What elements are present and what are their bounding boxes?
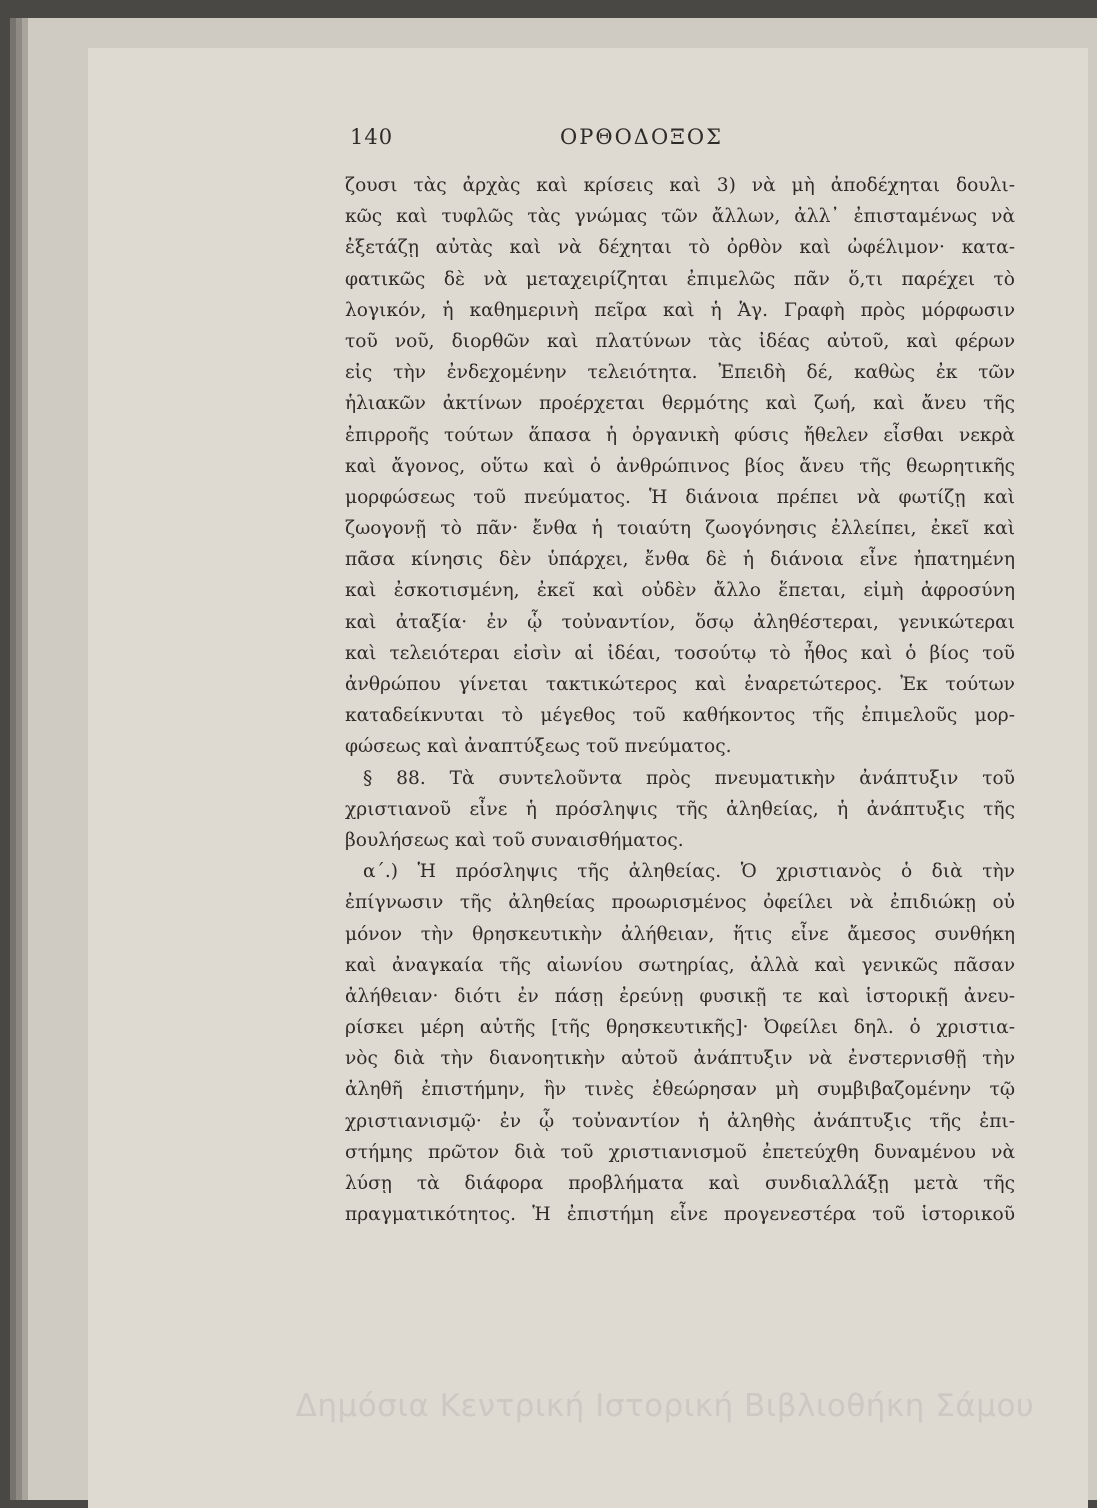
text-line: νὸς διὰ τὴν διανοητικὴν αὐτοῦ ἀνάπτυξιν νὰ ἐνστερνισθῇ τὴν	[345, 1048, 1015, 1070]
text-line: μορφώσεως τοῦ πνεύματος. Ἡ διάνοια πρέπει νὰ φωτίζῃ καὶ	[345, 486, 1015, 508]
text-line: καὶ ἄγονος, οὕτω καὶ ὁ ἀνθρώπινος βίος ἄνευ τῆς θεωρητικῆς	[345, 455, 1015, 477]
text-line: ρίσκει μέρη αὐτῆς [τῆς θρησκευτικῆς]· Ὀφείλει δηλ. ὁ χριστια-	[345, 1017, 1015, 1039]
text-line: τοῦ νοῦ, διορθῶν καὶ πλατύνων τὰς ἰδέας αὐτοῦ, καὶ φέρων	[345, 330, 1015, 352]
text-line: καὶ τελειότεραι εἰσὶν αἱ ἰδέαι, τοσούτῳ τὸ ἦθος καὶ ὁ βίος τοῦ	[345, 642, 1015, 664]
text-line: στήμης πρῶτον διὰ τοῦ χριστιανισμοῦ ἐπετεύχθη δυναμένου νὰ	[345, 1141, 1015, 1163]
text-line: βουλήσεως καὶ τοῦ συναισθήματος.	[345, 829, 684, 851]
text-line: φώσεως καὶ ἀναπτύξεως τοῦ πνεύματος.	[345, 736, 732, 758]
library-watermark: Δημόσια Κεντρική Ιστορική Βιβλιοθήκη Σάμου	[295, 1388, 1035, 1424]
text-line: ζουσι τὰς ἀρχὰς καὶ κρίσεις καὶ 3) νὰ μὴ ἀποδέχηται δουλι-	[345, 175, 1015, 196]
text-line: ἀλήθειαν· διότι ἐν πάσῃ ἐρεύνῃ φυσικῇ τε καὶ ἱστορικῇ ἀνευ-	[345, 985, 1015, 1007]
text-line: φατικῶς δὲ νὰ μεταχειρίζηται ἐπιμελῶς πᾶν ὅ,τι παρέχει τὸ	[345, 268, 1015, 290]
text-line: ζωογονῇ τὸ πᾶν· ἔνθα ἡ τοιαύτη ζωογόνησις ἐλλείπει, ἐκεῖ καὶ	[345, 518, 1015, 540]
text-line: ἐξετάζῃ αὐτὰς καὶ νὰ δέχηται τὸ ὀρθὸν καὶ ὠφέλιμον· κατα-	[345, 237, 1015, 259]
text-line: ἀληθῆ ἐπιστήμην, ἣν τινὲς ἐθεώρησαν μὴ συμβιβαζομένην τῷ	[345, 1079, 1015, 1101]
body-text	[345, 170, 1015, 1230]
text-line: ἐπιρροῆς τούτων ἅπασα ἡ ὀργανικὴ φύσις ἤθελεν εἶσθαι νεκρὰ	[345, 424, 1015, 446]
text-line: λύσῃ τὰ διάφορα προβλήματα καὶ συνδιαλλάξῃ μετὰ τῆς	[345, 1173, 1015, 1194]
text-line: ἡλιακῶν ἀκτίνων προέρχεται θερμότης καὶ ζωή, καὶ ἄνευ τῆς	[345, 393, 1015, 415]
section-heading-line: § 88. Τὰ συντελοῦντα πρὸς πνευματικὴν ἀνάπτυξιν τοῦ	[363, 767, 1015, 789]
text-line: ἐπίγνωσιν τῆς ἀληθείας προωρισμένος ὀφείλει νὰ ἐπιδιώκῃ οὐ	[345, 892, 1015, 914]
text-line: κῶς καὶ τυφλῶς τὰς γνώμας τῶν ἄλλων, ἀλλ᾽ ἐπισταμένως νὰ	[345, 206, 1015, 228]
page-number: 140	[350, 125, 394, 149]
subsection-line: α΄.) Ἡ πρόσληψις τῆς ἀληθείας. Ὁ χριστιανὸς ὁ διὰ τὴν	[363, 861, 1015, 883]
text-line: πραγματικότητος. Ἡ ἐπιστήμη εἶνε προγενεστέρα τοῦ ἱστορικοῦ	[345, 1204, 1015, 1226]
text-line: χριστιανοῦ εἶνε ἡ πρόσληψις τῆς ἀληθείας, ἡ ἀνάπτυξις τῆς	[345, 798, 1015, 820]
text-line: καὶ ἀταξία· ἐν ᾧ τοὐναντίον, ὅσῳ ἀληθέστεραι, γενικώτεραι	[345, 611, 1015, 633]
text-line: πᾶσα κίνησις δὲν ὑπάρχει, ἔνθα δὲ ἡ διάνοια εἶνε ἠπατημένη	[345, 549, 1015, 571]
text-line: χριστιανισμῷ· ἐν ᾧ τοὐναντίον ἡ ἀληθὴς ἀνάπτυξις τῆς ἐπι-	[345, 1110, 1015, 1132]
running-title: ΟΡΘΟΔΟΞΟΣ	[560, 125, 724, 149]
page-header	[350, 125, 1050, 155]
text-line: καταδείκνυται τὸ μέγεθος τοῦ καθήκοντος τῆς ἐπιμελοῦς μορ-	[345, 705, 1015, 727]
text-line: καὶ ἀναγκαία τῆς αἰωνίου σωτηρίας, ἀλλὰ καὶ γενικῶς πᾶσαν	[345, 954, 1015, 976]
text-line: ἀνθρώπου γίνεται τακτικώτερος καὶ ἐναρετώτερος. Ἐκ τούτων	[345, 674, 1015, 695]
text-line: εἰς τὴν ἐνδεχομένην τελειότητα. Ἐπειδὴ δέ, καθὼς ἐκ τῶν	[345, 362, 1015, 384]
text-line: καὶ ἐσκοτισμένη, ἐκεῖ καὶ οὐδὲν ἄλλο ἕπεται, εἰμὴ ἀφροσύνη	[345, 580, 1015, 602]
text-line: λογικόν, ἡ καθημερινὴ πεῖρα καὶ ἡ Ἁγ. Γραφὴ πρὸς μόρφωσιν	[345, 299, 1015, 321]
text-line: μόνον τὴν θρησκευτικὴν ἀλήθειαν, ἥτις εἶνε ἄμεσος συνθήκη	[345, 923, 1015, 945]
